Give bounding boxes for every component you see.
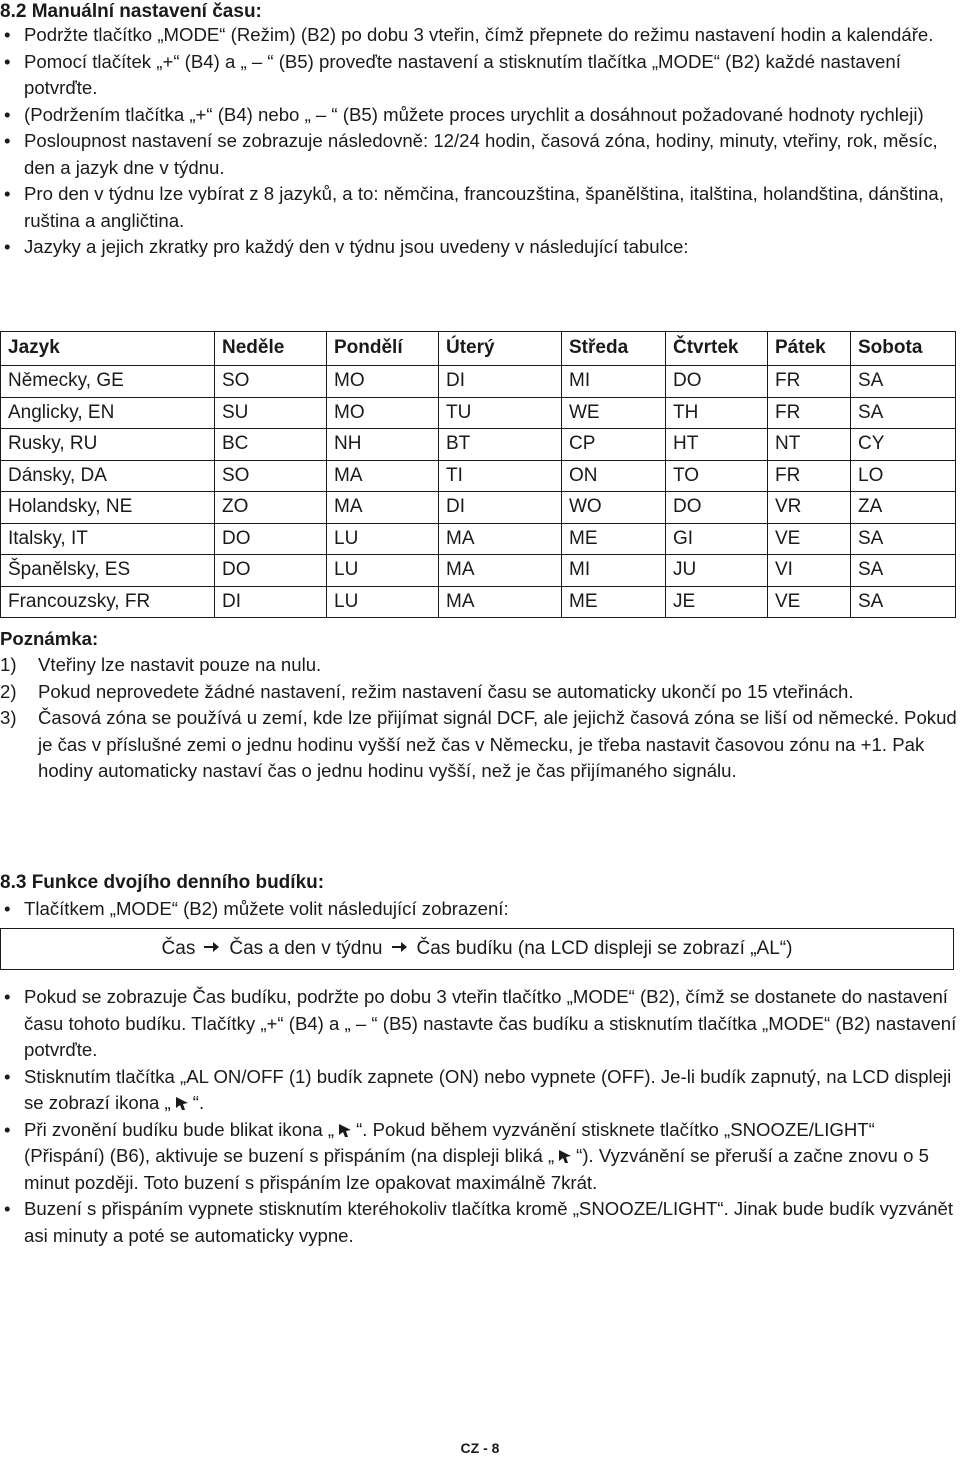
table-cell: SA bbox=[851, 555, 956, 587]
list-item: • (Podržením tlačítka „+“ (B4) nebo „ – “ (B5) můžete proces urychlit a dosáhnout požadované hodnoty rychleji) bbox=[0, 102, 958, 129]
table-row bbox=[1, 492, 956, 524]
display-sequence-box bbox=[0, 928, 954, 970]
table-cell: VI bbox=[768, 555, 851, 587]
note-number: 3) bbox=[0, 707, 17, 728]
bullet-dot: • bbox=[4, 898, 11, 919]
table-cell: LU bbox=[327, 523, 439, 555]
table-header-row bbox=[1, 332, 956, 366]
manual-setting-steps bbox=[0, 22, 958, 261]
table-cell: SA bbox=[851, 586, 956, 618]
alarm-bell-icon bbox=[336, 1119, 354, 1135]
column-header-thursday: Čtvrtek bbox=[666, 332, 768, 366]
table-cell: TO bbox=[666, 460, 768, 492]
table-cell: JE bbox=[666, 586, 768, 618]
table-cell: Holandsky, NE bbox=[1, 492, 215, 524]
bullet-dot: • bbox=[4, 236, 11, 257]
section-heading-8-2: 8.2 Manuální nastavení času: bbox=[0, 1, 262, 22]
column-header-saturday: Sobota bbox=[851, 332, 956, 366]
table-cell: VE bbox=[768, 523, 851, 555]
table-row bbox=[1, 460, 956, 492]
column-header-monday: Pondělí bbox=[327, 332, 439, 366]
table-cell: Španělsky, ES bbox=[1, 555, 215, 587]
bullet-dot: • bbox=[4, 130, 11, 151]
list-item: • Posloupnost nastavení se zobrazuje následovně: 12/24 hodin, časová zóna, hodiny, minuty, vteřiny, rok, měsíc, den a jazyk dne v týdnu. bbox=[4, 130, 938, 178]
bullet-dot: • bbox=[4, 986, 11, 1007]
alarm-instructions bbox=[0, 984, 958, 1249]
table-cell: WO bbox=[562, 492, 666, 524]
table-cell: BT bbox=[439, 429, 562, 461]
table-cell: MA bbox=[327, 492, 439, 524]
table-cell: SA bbox=[851, 523, 956, 555]
table-cell: TU bbox=[439, 397, 562, 429]
bullet-dot: • bbox=[4, 1118, 11, 1140]
table-cell: FR bbox=[768, 397, 851, 429]
bullet-dot: • bbox=[4, 1198, 11, 1219]
table-cell: SU bbox=[215, 397, 327, 429]
table-cell: FR bbox=[768, 366, 851, 398]
table-cell: WE bbox=[562, 397, 666, 429]
table-cell: BC bbox=[215, 429, 327, 461]
table-cell: ME bbox=[562, 523, 666, 555]
table-cell: GI bbox=[666, 523, 768, 555]
note-number: 1) bbox=[0, 654, 17, 675]
table-cell: DI bbox=[439, 366, 562, 398]
table-cell: LU bbox=[327, 586, 439, 618]
notes-block bbox=[0, 626, 958, 785]
display-mode-intro bbox=[0, 896, 958, 923]
table-cell: ME bbox=[562, 586, 666, 618]
table-cell: TI bbox=[439, 460, 562, 492]
arrow-right-icon bbox=[204, 936, 220, 963]
table-cell: CP bbox=[562, 429, 666, 461]
table-cell: VE bbox=[768, 586, 851, 618]
notes-title: Poznámka: bbox=[0, 628, 99, 649]
table-cell: ON bbox=[562, 460, 666, 492]
column-header-tuesday: Úterý bbox=[439, 332, 562, 366]
table-cell: SA bbox=[851, 366, 956, 398]
note-item: 2) Pokud neprovedete žádné nastavení, režim nastavení času se automaticky ukončí po 15 vteřinách. bbox=[0, 679, 958, 706]
list-item: • Pomocí tlačítek „+“ (B4) a „ – “ (B5) proveďte nastavení a stisknutím tlačítka „MODE“ (B2) každé nastavení potvrďte. bbox=[4, 50, 901, 98]
table-cell: HT bbox=[666, 429, 768, 461]
table-cell: NT bbox=[768, 429, 851, 461]
list-item: • Pokud se zobrazuje Čas budíku, podržte po dobu 3 vteřin tlačítko „MODE“ (B2), čímž se dostanete do nastavení času tohoto budíku. Tlačítky „+“ (B4) a „ – “ (B5) nastavte čas budíku a stisknutím tlačítka „MODE“ (B2) nastavení potvrďte. bbox=[4, 986, 957, 1060]
arrow-right-icon bbox=[392, 936, 408, 963]
table-cell: SO bbox=[215, 460, 327, 492]
table-row bbox=[1, 523, 956, 555]
table-cell: Dánsky, DA bbox=[1, 460, 215, 492]
table-cell: LO bbox=[851, 460, 956, 492]
notes-list bbox=[0, 652, 958, 785]
table-cell: VR bbox=[768, 492, 851, 524]
table-cell: DO bbox=[215, 523, 327, 555]
table-row bbox=[1, 586, 956, 618]
list-item: • Stisknutím tlačítka „AL ON/OFF (1) budík zapnete (ON) nebo vypnete (OFF). Je-li budík zapnutý, na LCD displeji se zobrazí ikona „ “. bbox=[4, 1065, 952, 1113]
column-header-language: Jazyk bbox=[1, 332, 215, 366]
table-row bbox=[1, 429, 956, 461]
column-header-friday: Pátek bbox=[768, 332, 851, 366]
bullet-dot: • bbox=[4, 103, 11, 125]
table-cell: ZA bbox=[851, 492, 956, 524]
bullet-dot: • bbox=[4, 183, 11, 204]
table-cell: Francouzsky, FR bbox=[1, 586, 215, 618]
table-cell: MI bbox=[562, 555, 666, 587]
table-row bbox=[1, 397, 956, 429]
bullet-dot: • bbox=[4, 1065, 11, 1087]
sequence-step-time: Čas bbox=[161, 937, 196, 959]
table-cell: MA bbox=[439, 586, 562, 618]
table-cell: SO bbox=[215, 366, 327, 398]
column-header-sunday: Neděle bbox=[215, 332, 327, 366]
list-item: • Pro den v týdnu lze vybírat z 8 jazyků, a to: němčina, francouzština, španělština, italština, holandština, dánština, ruština a angličtina. bbox=[4, 183, 944, 231]
alarm-bell-icon bbox=[556, 1145, 574, 1161]
table-row bbox=[1, 555, 956, 587]
list-item: • Podržte tlačítko „MODE“ (Režim) (B2) po dobu 3 vteřin, čímž přepnete do režimu nastavení hodin a kalendáře. bbox=[0, 22, 958, 49]
table-cell: DI bbox=[215, 586, 327, 618]
table-cell: LU bbox=[327, 555, 439, 587]
table-cell: DO bbox=[215, 555, 327, 587]
table-cell: DO bbox=[666, 366, 768, 398]
table-cell: TH bbox=[666, 397, 768, 429]
bullet-dot: • bbox=[4, 50, 11, 72]
table-cell: MO bbox=[327, 366, 439, 398]
bullet-dot: • bbox=[4, 24, 11, 45]
table-cell: ZO bbox=[215, 492, 327, 524]
table-cell: DI bbox=[439, 492, 562, 524]
sequence-step-alarm-time: Čas budíku (na LCD displeji se zobrazí „AL“) bbox=[416, 937, 793, 959]
list-item: • Buzení s přispáním vypnete stisknutím kteréhokoliv tlačítka kromě „SNOOZE/LIGHT“. Jinak bude budík vyzvánět asi minuty a poté se automaticky vypne. bbox=[4, 1198, 954, 1246]
list-item: • Tlačítkem „MODE“ (B2) můžete volit následující zobrazení: bbox=[0, 896, 958, 923]
table-cell: Německy, GE bbox=[1, 366, 215, 398]
table-cell: JU bbox=[666, 555, 768, 587]
table-cell: MO bbox=[327, 397, 439, 429]
note-item: 1) Vteřiny lze nastavit pouze na nulu. bbox=[0, 652, 958, 679]
table-cell: MA bbox=[327, 460, 439, 492]
table-cell: SA bbox=[851, 397, 956, 429]
table-row bbox=[1, 366, 956, 398]
alarm-bell-icon bbox=[173, 1092, 191, 1108]
note-number: 2) bbox=[0, 680, 17, 702]
note-item: 3) Časová zóna se používá u zemí, kde lze přijímat signál DCF, ale jejichž časová zóna se liší od německé. Pokud je čas v příslušné zemi o jednu hodinu vyšší než čas v Německu, je třeba nastavit časovou zónu na +1. Pak hodiny automaticky nastaví čas o jednu hodinu vyšší, než je čas přijímaného signálu. bbox=[0, 707, 957, 781]
weekday-language-table bbox=[0, 331, 956, 618]
section-heading-8-3: 8.3 Funkce dvojího denního budíku: bbox=[0, 872, 325, 893]
table-cell: NH bbox=[327, 429, 439, 461]
page-number: CZ - 8 bbox=[460, 1440, 500, 1456]
table-cell: Rusky, RU bbox=[1, 429, 215, 461]
table-cell: FR bbox=[768, 460, 851, 492]
table-cell: Anglicky, EN bbox=[1, 397, 215, 429]
table-cell: DO bbox=[666, 492, 768, 524]
list-item: • Při zvonění budíku bude blikat ikona „ “. Pokud během vyzvánění stisknete tlačítko „SNOOZE/LIGHT“ (Přispání) (B6), aktivuje se buzení s přispáním (na displeji bliká „ “). Vyzvánění se přeruší a začne znovu o 5 minut později. Toto buzení s přispáním lze opakovat maximálně 7krát. bbox=[4, 1118, 929, 1193]
column-header-wednesday: Středa bbox=[562, 332, 666, 366]
table-cell: MA bbox=[439, 523, 562, 555]
list-item: • Jazyky a jejich zkratky pro každý den v týdnu jsou uvedeny v následující tabulce: bbox=[0, 234, 958, 261]
sequence-step-time-weekday: Čas a den v týdnu bbox=[229, 937, 383, 959]
table-cell: MA bbox=[439, 555, 562, 587]
table-cell: MI bbox=[562, 366, 666, 398]
table-cell: CY bbox=[851, 429, 956, 461]
table-cell: Italsky, IT bbox=[1, 523, 215, 555]
